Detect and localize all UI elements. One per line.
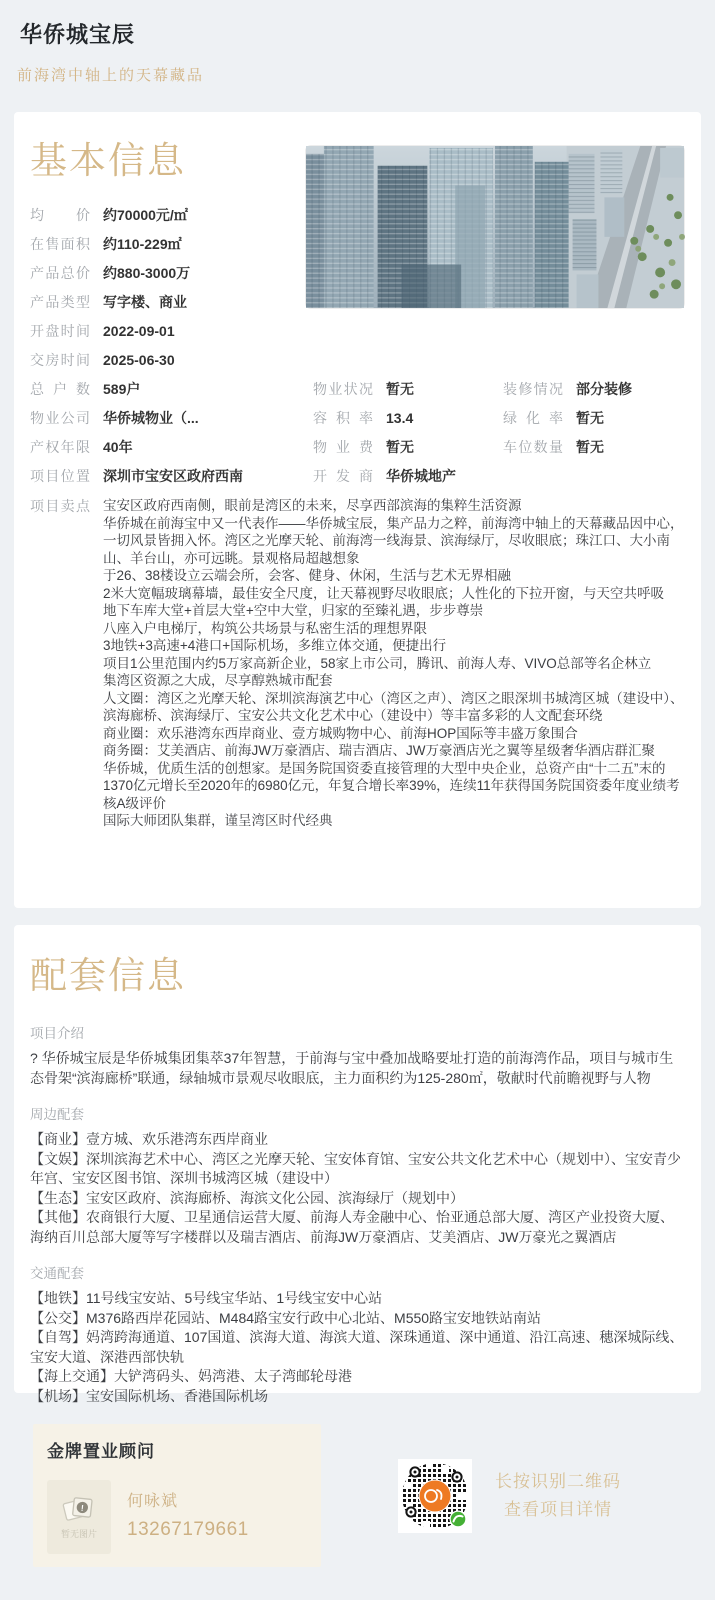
field-value: 暂无 [386, 380, 414, 397]
selling-point: 于26、38楼设立云端会所，会客、健身、休闲，生活与艺术无界相融 [103, 568, 512, 583]
field-row-total-price [30, 258, 685, 287]
field-row-greening-rate [503, 403, 632, 432]
consultant-body [47, 1480, 249, 1554]
basic-info-fields [30, 200, 685, 830]
consultant-photo-placeholder [47, 1480, 111, 1554]
qr-code-image[interactable] [398, 1459, 472, 1533]
nearby-label: 周边配套 [30, 1107, 84, 1122]
field-label: 物业费 [313, 438, 373, 455]
traffic-item: 【公交】M376路西岸花园站、M484路宝安行政中心北站、M550路宝安地铁站南站 [30, 1309, 542, 1326]
field-value: 13.4 [386, 409, 414, 426]
field-label: 产权年限 [30, 438, 90, 455]
field-label: 物业公司 [30, 409, 90, 426]
field-row-developer [313, 461, 456, 490]
field-value: 暂无 [576, 409, 604, 426]
nearby-item: 【商业】壹方城、欢乐港湾东西岸商业 [30, 1131, 268, 1147]
selling-point: 国际大师团队集群，谨呈湾区时代经典 [103, 813, 333, 828]
selling-points-text [103, 497, 685, 830]
traffic-item: 【机场】宝安国际机场、香港国际机场 [30, 1387, 268, 1404]
traffic-list [30, 1289, 687, 1406]
nearby-item: 【生态】宝安区政府、滨海廊桥、海滨文化公园、滨海绿厅（规划中） [30, 1189, 464, 1206]
nearby-item: 【其他】农商银行大厦、卫星通信运营大厦、前海人寿金融中心、怡亚通总部大厦、湾区产业投资大厦、海纳百川总部大厦等写字楼群以及瑞吉酒店、前海JW万豪酒店、艾美酒店、JW万豪光之翼酒店 [30, 1209, 674, 1245]
selling-point: 八座入户电梯厅，构筑公共场景与私密生活的理想界限 [103, 620, 427, 636]
field-value: 约880-3000万 [103, 264, 191, 281]
field-row-area [30, 229, 685, 258]
section-title-basic-info: 基本信息 [30, 140, 186, 181]
nearby-list [30, 1130, 687, 1247]
field-label: 装修情况 [503, 380, 563, 397]
field-value: 写字楼、商业 [103, 293, 187, 310]
selling-point: 华侨城，优质生活的创想家。是国务院国资委直接管理的大型中央企业，总资产由“十二五”末的1370亿元增长至2020年的6980亿元，年复合增长率39%，连续11年获得国务院国资委年度业绩考核A级评价 [103, 760, 680, 811]
selling-point: 华侨城在前海宝中又一代表作——华侨城宝辰，集产品力之粹，前海湾中轴上的天幕藏品因中心，一切风景皆拥入怀。湾区之光摩天轮、前海湾一线海景、滨海绿厅，尽收眼底；珠江口、大小南山、羊台山，亦可远眺。景观格局超越想象 [103, 515, 684, 566]
field-value: 华侨城地产 [386, 467, 456, 484]
selling-point: 2米大宽幅玻璃幕墙，最佳安全尺度，让天幕视野尽收眼底；人性化的下拉开窗，与天空共呼吸 [103, 585, 665, 601]
field-row-property-status [313, 374, 456, 403]
field-label: 开发商 [313, 467, 373, 484]
field-label: 在售面积 [30, 235, 90, 252]
field-value: 约110-229㎡ [103, 235, 182, 252]
consultant-phone[interactable]: 13267179661 [127, 1519, 249, 1540]
field-row-opening-date [30, 316, 685, 345]
selling-point: 商务圈：艾美酒店、前海JW万豪酒店、瑞吉酒店、JW万豪酒店光之翼等星级奢华酒店群汇聚 [103, 743, 655, 758]
field-label: 总户数 [30, 380, 90, 397]
field-value: 暂无 [576, 438, 604, 455]
selling-point: 地下车库大堂+首层大堂+空中大堂，归家的至臻礼遇，步步尊崇 [103, 603, 484, 618]
consultant-section-title: 金牌置业顾问 [47, 1442, 155, 1461]
field-label: 项目位置 [30, 467, 90, 484]
amenities-card [14, 925, 701, 1404]
field-value: 暂无 [386, 438, 414, 455]
field-label: 车位数量 [503, 438, 563, 455]
field-row-delivery-date [30, 345, 685, 374]
page-subtitle: 前海湾中轴上的天幕藏品 [17, 67, 205, 84]
field-row-price [30, 200, 685, 229]
field-value: 2022-09-01 [103, 322, 175, 339]
svg-text:!: ! [80, 1502, 85, 1513]
nearby-item: 【文娱】深圳滨海艺术中心、湾区之光摩天轮、宝安体育馆、宝安公共文化艺术中心（规划中）、宝安青少年宫、宝安区图书馆、深圳书城湾区城（建设中） [30, 1150, 681, 1186]
field-label: 产品类型 [30, 293, 90, 310]
field-row-decoration [503, 374, 632, 403]
selling-point: 人文圈：湾区之光摩天轮、深圳滨海演艺中心（湾区之声）、湾区之眼深圳书城湾区城（建设中）、滨海廊桥、滨海绿厅、宝安公共文化艺术中心（建设中）等丰富多彩的人文配套环绕 [103, 690, 684, 723]
selling-point: 集湾区资源之大成，尽享醇熟城市配套 [103, 673, 333, 688]
consultant-info [127, 1480, 249, 1554]
consultant-card [33, 1424, 321, 1567]
field-label: 物业状况 [313, 380, 373, 397]
field-label: 产品总价 [30, 264, 90, 281]
field-value: 深圳市宝安区政府西南 [103, 467, 243, 484]
selling-points-label: 项目卖点 [30, 498, 90, 514]
selling-point: 3地铁+3高速+4港口+国际机场，多维立体交通，便捷出行 [103, 638, 447, 653]
field-value: 40年 [103, 438, 133, 455]
field-row-property-fee [313, 432, 456, 461]
mini-program-qr-code [398, 1459, 472, 1533]
page-title: 华侨城宝辰 [20, 22, 136, 47]
field-label: 绿化率 [503, 409, 563, 426]
no-photo-caption: 暂无图片 [60, 1529, 97, 1539]
selling-point: 项目1公里范围内约5万家高新企业，58家上市公司，腾讯、前海人寿、VIVO总部等名企林立 [103, 655, 652, 671]
traffic-item: 【海上交通】大铲湾码头、妈湾港、太子湾邮轮母港 [30, 1368, 352, 1384]
traffic-label: 交通配套 [30, 1266, 84, 1281]
intro-label: 项目介绍 [30, 1026, 84, 1041]
page-header [0, 0, 715, 85]
basic-info-right-column [503, 374, 632, 461]
field-value: 2025-06-30 [103, 351, 175, 368]
no-photo-icon [61, 1494, 97, 1524]
section-title-amenities: 配套信息 [30, 955, 186, 996]
field-value: 部分装修 [576, 380, 632, 397]
qr-tip-text [478, 1468, 638, 1524]
basic-info-middle-column [313, 374, 456, 490]
field-value: 华侨城物业（... [103, 409, 199, 426]
traffic-item: 【地铁】11号线宝安站、5号线宝华站、1号线宝安中心站 [30, 1290, 383, 1306]
field-row-plot-ratio [313, 403, 456, 432]
field-row-product-type [30, 287, 685, 316]
field-row-parking [503, 432, 632, 461]
qr-tip-line1: 长按识别二维码 [495, 1472, 621, 1491]
field-value: 约70000元/㎡ [103, 206, 188, 223]
project-intro-text: ? 华侨城宝辰是华侨城集团集萃37年智慧，于前海与宝中叠加战略要址打造的前海湾作品，项目与城市生态骨架“滨海廊桥”联通，绿轴城市景观尽收眼底，主力面积约为125-280㎡，敬献时代前瞻视野与人物 [30, 1050, 674, 1086]
selling-point: 宝安区政府西南侧，眼前是湾区的未来，尽享西部滨海的集粹生活资源 [103, 498, 522, 513]
field-label: 开盘时间 [30, 322, 90, 339]
field-label: 交房时间 [30, 351, 90, 368]
selling-point: 商业圈：欢乐港湾东西岸商业、壹方城购物中心、前海HOP国际等丰盛万象围合 [103, 725, 578, 741]
field-label: 容积率 [313, 409, 373, 426]
qr-tip-line2: 查看项目详情 [504, 1500, 612, 1519]
field-label: 均价 [30, 206, 90, 223]
basic-info-card [14, 112, 701, 908]
field-value: 589户 [103, 380, 141, 397]
selling-points-row [30, 497, 685, 830]
traffic-item: 【自驾】妈湾跨海通道、107国道、滨海大道、海滨大道、深珠通道、深中通道、沿江高速、穗深城际线、宝安大道、深港西部快轨 [30, 1329, 684, 1365]
consultant-name: 何咏斌 [127, 1493, 179, 1510]
